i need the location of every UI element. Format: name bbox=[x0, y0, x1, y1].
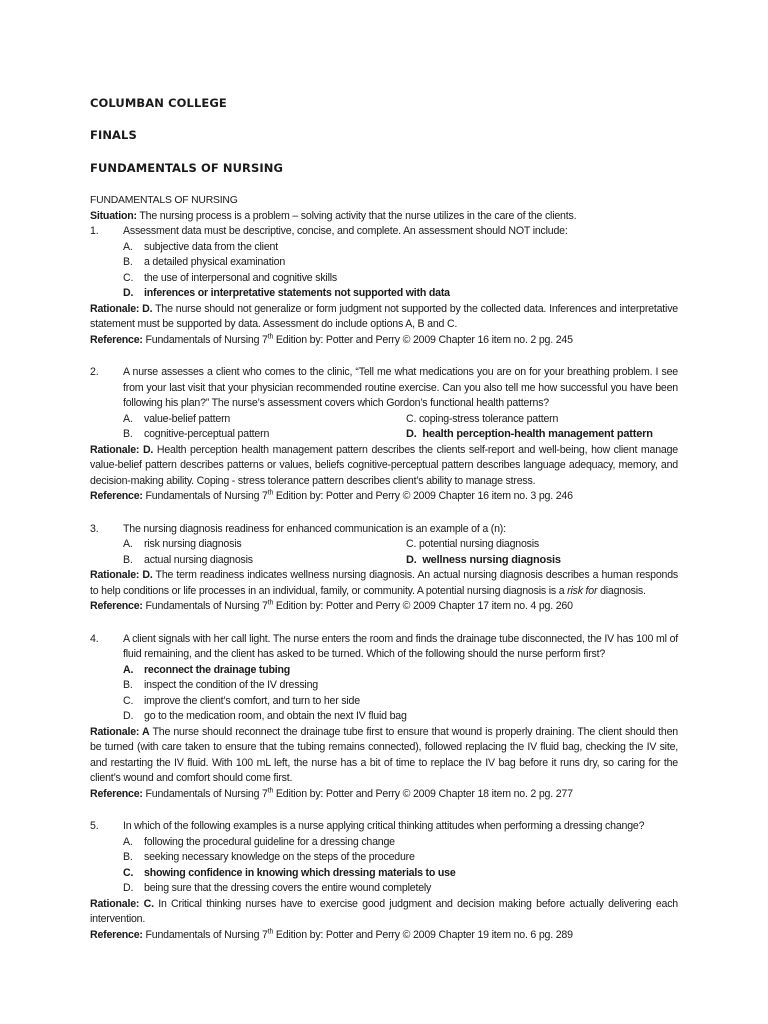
option-letter: C. bbox=[123, 866, 134, 879]
exam-title: FINALS bbox=[90, 128, 137, 142]
reference-text-tail: Edition by: Potter and Perry © 2009 Chapter 17 item no. 4 pg. 260 bbox=[273, 600, 573, 612]
option-letter: B. bbox=[123, 851, 133, 863]
options-list bbox=[123, 835, 678, 897]
option-text: the use of interpersonal and cognitive skills bbox=[144, 271, 337, 284]
rationale-answer: C. bbox=[139, 897, 154, 910]
option-text: coping-stress tolerance pattern bbox=[418, 412, 559, 425]
option-letter: B. bbox=[123, 428, 133, 440]
rationale-italic: risk for bbox=[567, 584, 598, 597]
option-b bbox=[123, 850, 678, 866]
reference-label: Reference: bbox=[90, 787, 143, 800]
question-number: 1. bbox=[90, 225, 99, 237]
question-5 bbox=[90, 819, 678, 943]
options-list bbox=[123, 663, 678, 725]
rationale-label: Rationale: bbox=[90, 725, 140, 738]
exam-content bbox=[90, 193, 678, 943]
option-d bbox=[123, 881, 678, 897]
rationale bbox=[90, 897, 678, 928]
rationale-tail: diagnosis. bbox=[597, 584, 646, 597]
option-a bbox=[123, 835, 678, 851]
option-letter: C. bbox=[123, 694, 134, 707]
reference-text-tail: Edition by: Potter and Perry © 2009 Chapter 18 item no. 2 pg. 277 bbox=[273, 787, 573, 800]
options-row bbox=[123, 553, 678, 569]
reference-label: Reference: bbox=[90, 928, 143, 941]
question-4 bbox=[90, 632, 678, 803]
option-letter: A. bbox=[123, 412, 133, 425]
question-text: The nursing diagnosis readiness for enhanced communication is an example of a (n): bbox=[123, 522, 506, 535]
option-b bbox=[123, 678, 678, 694]
option-d-correct bbox=[406, 427, 653, 443]
question-3 bbox=[90, 522, 678, 615]
reference-text: Fundamentals of Nursing 7 bbox=[142, 600, 268, 612]
option-text: subjective data from the client bbox=[144, 240, 278, 253]
option-text: seeking necessary knowledge on the steps of the procedure bbox=[144, 851, 415, 863]
option-c bbox=[406, 537, 539, 553]
option-letter: A. bbox=[123, 240, 133, 253]
option-letter: B. bbox=[123, 679, 133, 691]
options-row bbox=[123, 427, 678, 443]
reference-label: Reference: bbox=[90, 490, 143, 502]
option-b bbox=[123, 553, 406, 569]
reference bbox=[90, 333, 678, 349]
question-text: In which of the following examples is a nurse applying critical thinking attitudes when performing a dressing change? bbox=[123, 820, 645, 832]
question-number: 5. bbox=[90, 820, 99, 832]
rationale-answer: D. bbox=[139, 569, 153, 581]
reference-text-tail: Edition by: Potter and Perry © 2009 Chapter 19 item no. 6 pg. 289 bbox=[273, 928, 573, 941]
rationale-text: The nurse should not generalize or form judgment not supported by the collected data. Inferences and interpretative statement must be supported by data. Assessment do include options A, B and C. bbox=[90, 302, 678, 330]
option-text: inferences or interpretative statements not supported with data bbox=[144, 287, 450, 299]
option-d-correct bbox=[123, 286, 678, 302]
rationale-label: Rationale: bbox=[90, 443, 140, 456]
option-a bbox=[123, 537, 406, 553]
option-text: following the procedural guideline for a dressing change bbox=[144, 835, 395, 848]
option-c bbox=[123, 271, 678, 287]
option-text: risk nursing diagnosis bbox=[144, 538, 242, 550]
rationale-answer: A bbox=[139, 725, 150, 738]
option-a bbox=[123, 240, 678, 256]
options-row bbox=[123, 412, 678, 428]
reference-label: Reference: bbox=[90, 333, 143, 346]
option-text: showing confidence in knowing which dressing materials to use bbox=[144, 866, 456, 879]
rationale-text: In Critical thinking nurses have to exercise good judgment and decision making before actually delivering each intervention. bbox=[90, 897, 679, 925]
situation bbox=[90, 209, 678, 225]
option-letter: D. bbox=[123, 287, 134, 299]
question-text: A client signals with her call light. The nurse enters the room and finds the drainage tube disconnected, the IV has 100 ml of fluid remaining, and the client has asked to be turned. Which of the following should the nurse perform first? bbox=[123, 632, 678, 660]
rationale bbox=[90, 302, 678, 333]
option-text: improve the client’s comfort, and turn to her side bbox=[144, 694, 360, 707]
option-letter: B. bbox=[123, 553, 133, 566]
reference-superscript: th bbox=[267, 489, 274, 497]
reference-text-tail: Edition by: Potter and Perry © 2009 Chapter 16 item no. 2 pg. 245 bbox=[273, 333, 573, 346]
reference-text: Fundamentals of Nursing 7 bbox=[142, 333, 268, 346]
option-b bbox=[123, 427, 406, 443]
option-text: a detailed physical examination bbox=[144, 256, 286, 268]
reference-superscript: th bbox=[267, 599, 274, 607]
option-text: cognitive-perceptual pattern bbox=[144, 428, 270, 440]
rationale bbox=[90, 568, 678, 599]
reference-text-tail: Edition by: Potter and Perry © 2009 Chapter 16 item no. 3 pg. 246 bbox=[273, 490, 573, 502]
reference-superscript: th bbox=[267, 927, 274, 935]
rationale-label: Rationale: bbox=[90, 569, 140, 581]
option-letter: A. bbox=[123, 835, 133, 848]
reference bbox=[90, 599, 678, 615]
question-number: 2. bbox=[90, 366, 99, 378]
reference-text: Fundamentals of Nursing 7 bbox=[142, 928, 268, 941]
reference bbox=[90, 787, 678, 803]
reference bbox=[90, 489, 678, 505]
question-2 bbox=[90, 365, 678, 505]
option-letter: D. bbox=[123, 882, 134, 894]
option-c-correct bbox=[123, 866, 678, 882]
reference bbox=[90, 928, 678, 944]
rationale-answer: D. bbox=[139, 443, 154, 456]
option-letter: C. bbox=[123, 271, 134, 284]
option-b bbox=[123, 255, 678, 271]
option-letter: A. bbox=[123, 538, 133, 550]
reference-text: Fundamentals of Nursing 7 bbox=[142, 490, 268, 502]
rationale-text: The nurse should reconnect the drainage tube first to ensure that wound is properly draining. The client should then be turned (with care taken to ensure that the tubing remains connected), followed replacing the IV fluid bag, checking the IV site, and restarting the IV fluid. With 100 mL left, the nurse has a bit of time to replace the IV bag before it runs dry, so caring for the client’s wound and comfort should come first. bbox=[90, 725, 678, 784]
question-number: 3. bbox=[90, 522, 99, 535]
option-a-correct bbox=[123, 663, 678, 679]
rationale-label: Rationale: bbox=[90, 897, 140, 910]
option-text: potential nursing diagnosis bbox=[418, 538, 539, 550]
option-c bbox=[123, 694, 678, 710]
reference-superscript: th bbox=[267, 786, 274, 794]
option-letter: A. bbox=[123, 663, 134, 676]
rationale bbox=[90, 725, 678, 787]
question-text: A nurse assesses a client who comes to the clinic, “Tell me what medications you are on for your breathing problem. I see from your last visit that your physician recommended routine exercise. Can you also tell me how successful you have been following his plan?” The nurse’s assessment covers which Gordon’s functional health patterns? bbox=[123, 366, 678, 409]
option-letter: B. bbox=[123, 256, 133, 268]
option-text: being sure that the dressing covers the entire wound completely bbox=[144, 882, 432, 894]
option-letter: C. bbox=[406, 538, 417, 550]
option-letter: D. bbox=[123, 710, 134, 722]
option-c bbox=[406, 412, 558, 428]
rationale-label: Rationale: bbox=[90, 302, 140, 315]
option-text: inspect the condition of the IV dressing bbox=[144, 679, 318, 691]
option-a bbox=[123, 412, 406, 428]
question-number: 4. bbox=[90, 632, 99, 645]
reference-label: Reference: bbox=[90, 600, 143, 612]
option-letter: D. bbox=[406, 428, 417, 440]
option-letter: D. bbox=[406, 553, 417, 566]
options-row bbox=[123, 537, 678, 553]
option-text: health perception-health management pattern bbox=[422, 428, 653, 440]
rationale bbox=[90, 443, 678, 490]
options-list bbox=[123, 240, 678, 302]
reference-superscript: th bbox=[267, 332, 274, 340]
option-text: go to the medication room, and obtain the next IV fluid bag bbox=[144, 710, 407, 722]
reference-text: Fundamentals of Nursing 7 bbox=[142, 787, 268, 800]
option-letter: C. bbox=[406, 412, 417, 425]
section-subtitle: FUNDAMENTALS OF NURSING bbox=[90, 195, 238, 206]
option-d-correct bbox=[406, 553, 561, 569]
college-name: COLUMBAN COLLEGE bbox=[90, 96, 227, 110]
option-text: wellness nursing diagnosis bbox=[422, 553, 561, 566]
option-text: value-belief pattern bbox=[144, 412, 231, 425]
option-d bbox=[123, 709, 678, 725]
rationale-answer: D. bbox=[139, 302, 153, 315]
question-1 bbox=[90, 224, 678, 348]
option-text: reconnect the drainage tubing bbox=[144, 663, 291, 676]
question-text: Assessment data must be descriptive, concise, and complete. An assessment should NOT include: bbox=[123, 225, 568, 237]
subject-title: FUNDAMENTALS OF NURSING bbox=[90, 161, 284, 175]
situation-text: The nursing process is a problem – solving activity that the nurse utilizes in the care of the clients. bbox=[136, 209, 577, 222]
rationale-text: The term readiness indicates wellness nursing diagnosis. An actual nursing diagnosis describes a human responds to help conditions or life processes in an individual, family, or community. A potential nursing diagnosis is a bbox=[90, 569, 679, 597]
situation-label: Situation: bbox=[90, 209, 137, 222]
rationale-text: Health perception health management pattern describes the clients self-report and well-being, how client manage value-belief pattern describes patterns or values, beliefs cognitive-perceptual pattern describes language adequacy, memory, and decision-making ability. Coping - stress tolerance pattern describes client’s ability to manage stress. bbox=[90, 443, 678, 487]
option-text: actual nursing diagnosis bbox=[144, 553, 253, 566]
